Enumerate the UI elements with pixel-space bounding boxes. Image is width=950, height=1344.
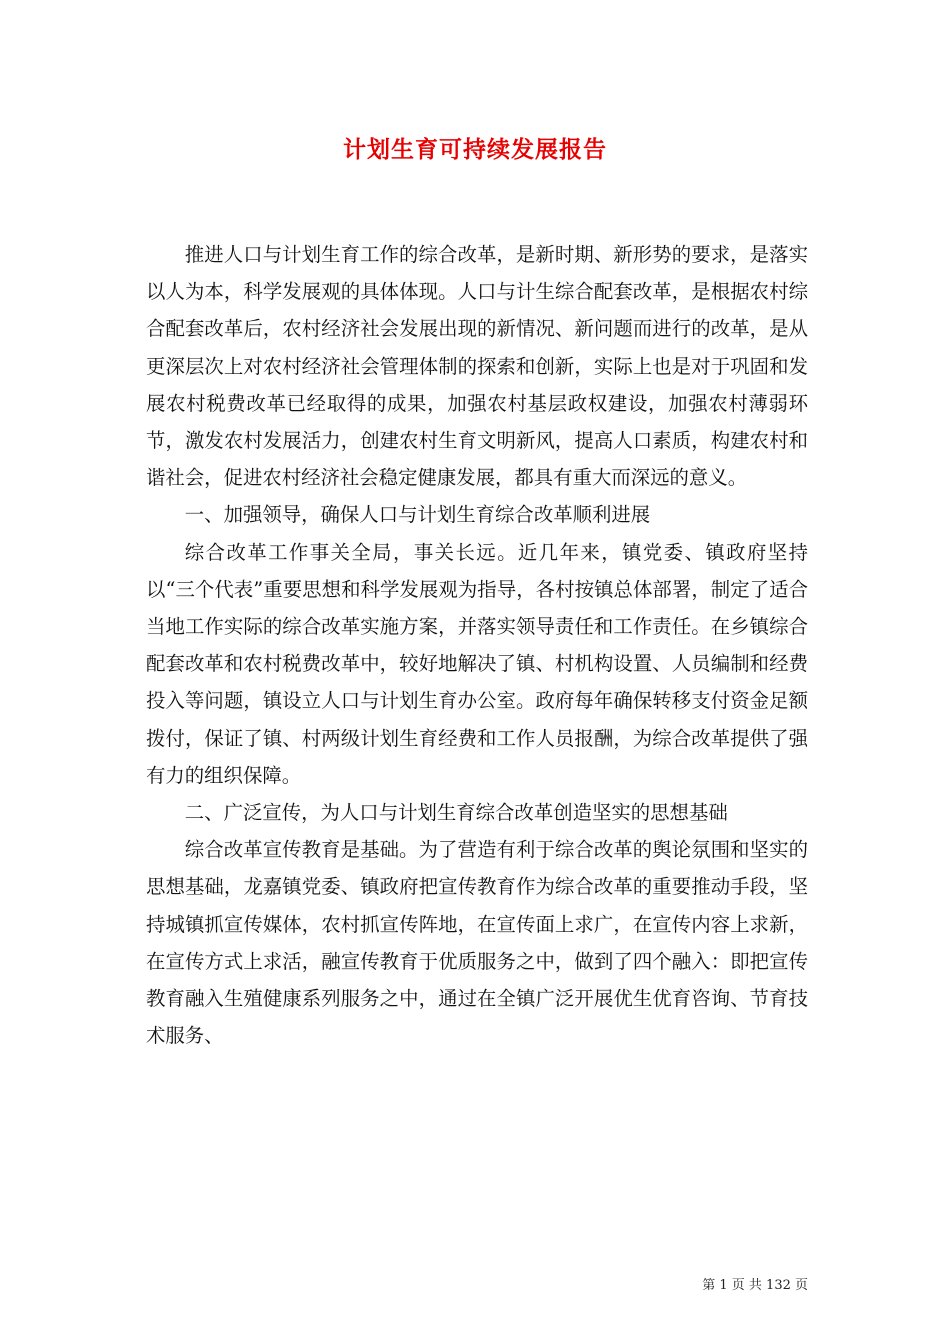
document-title: 计划生育可持续发展报告: [343, 136, 607, 163]
paragraph-intro: 推进人口与计划生育工作的综合改革，是新时期、新形势的要求，是落实以人为本，科学发展观的具体体现。人口与计生综合配套改革，是根据农村综合配套改革后，农村经济社会发展出现的新情况、新问题而进行的改革，是从更深层次上对农村经济社会管理体制的探索和创新，实际上也是对于巩固和发展农村税费改革已经取得的成果，加强农村基层政权建设，加强农村薄弱环节，激发农村发展活力，创建农村生育文明新风，提高人口素质，构建农村和谐社会，促进农村经济社会稳定健康发展，都具有重大而深远的意义。: [146, 243, 808, 490]
paragraph-section-2: 综合改革宣传教育是基础。为了营造有利于综合改革的舆论氛围和坚实的思想基础，龙嘉镇党委、镇政府把宣传教育作为综合改革的重要推动手段，坚持城镇抓宣传媒体，农村抓宣传阵地，在宣传面上求广，在宣传内容上求新，在宣传方式上求活，融宣传教育于优质服务之中，做到了四个融入：即把宣传教育融入生殖健康系列服务之中，通过在全镇广泛开展优生优育咨询、节育技术服务、: [146, 838, 808, 1048]
section-heading-2: 二、广泛宣传，为人口与计划生育综合改革创造坚实的思想基础: [184, 801, 728, 825]
document-body: [146, 236, 808, 1054]
page-number: 第 1 页 共 132 页: [702, 1278, 808, 1293]
section-heading-1: 一、加强领导，确保人口与计划生育综合改革顺利进展: [184, 503, 651, 527]
paragraph-section-1: 综合改革工作事关全局，事关长远。近几年来，镇党委、镇政府坚持以“三个代表”重要思想和科学发展观为指导，各村按镇总体部署，制定了适合当地工作实际的综合改革实施方案，并落实领导责任和工作责任。在乡镇综合配套改革和农村税费改革中，较好地解决了镇、村机构设置、人员编制和经费投入等问题，镇设立人口与计划生育办公室。政府每年确保转移支付资金足额拨付，保证了镇、村两级计划生育经费和工作人员报酬，为综合改革提供了强有力的组织保障。: [146, 540, 808, 787]
